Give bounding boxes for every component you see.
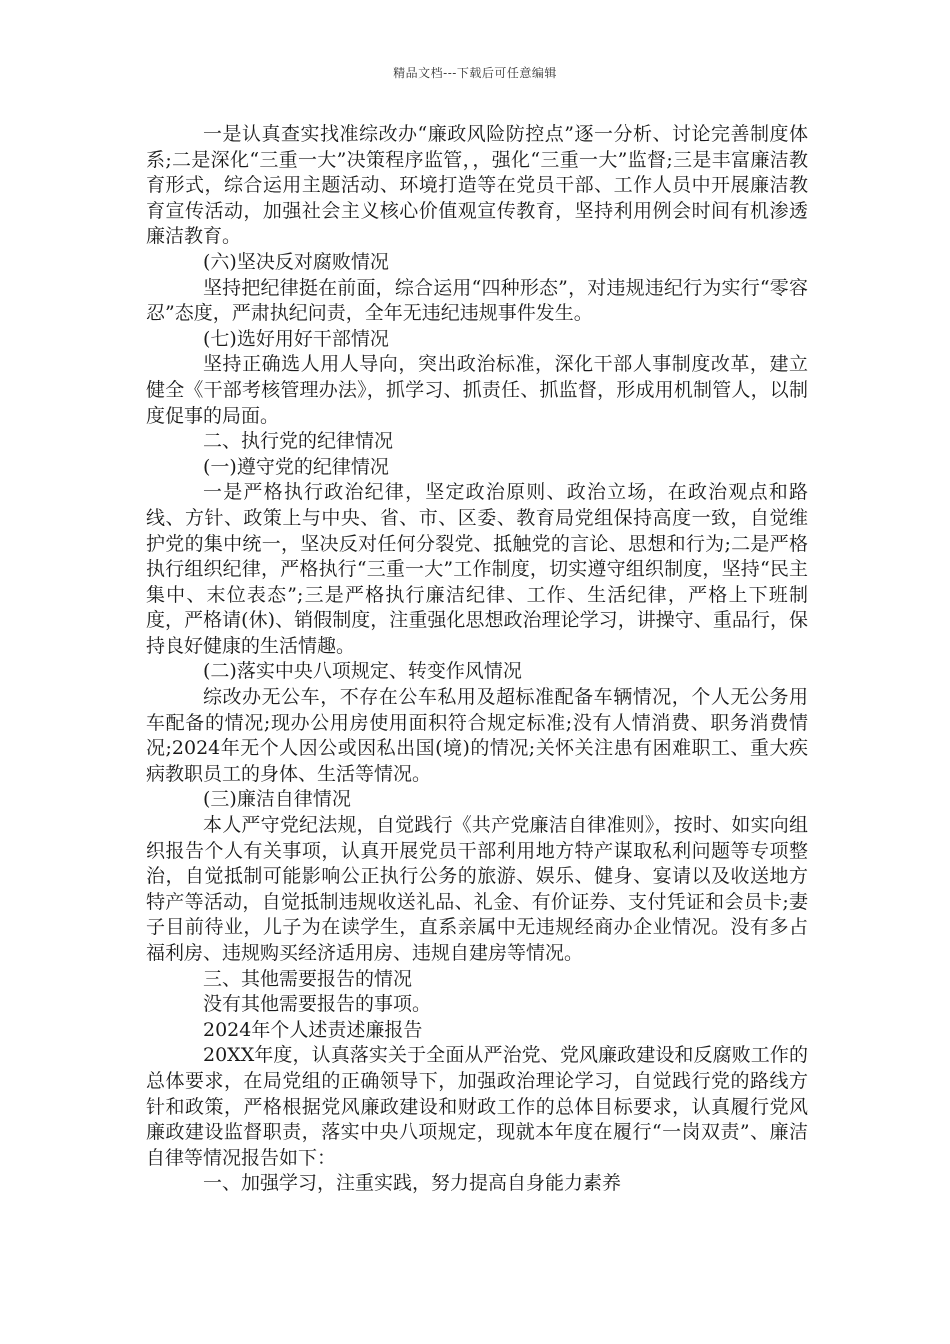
section-heading: (六)坚决反对腐败情况 xyxy=(203,250,389,273)
section-heading: 二、执行党的纪律情况 xyxy=(203,430,394,453)
section-heading: (三)廉洁自律情况 xyxy=(203,788,351,811)
page-header: 精品文档---下载后可任意编辑 xyxy=(393,66,557,80)
section-heading: (七)选好用好干部情况 xyxy=(203,327,389,350)
section-heading: 一、加强学习，注重实践，努力提高自身能力素养 xyxy=(203,1172,622,1195)
section-heading: 三、其他需要报告的情况 xyxy=(203,967,413,990)
paragraph: 一是认真查实找准综改办“廉政风险防控点”逐一分析、讨论完善制度体系;二是深化“三重一大”决策程序监管，，强化“三重一大”监督;三是丰富廉洁教育形式，综合运用主题活动、环境打造等在党员干部、工作人员中开展廉洁教育宣传活动，加强社会主义核心价值观宣传教育，坚持利用例会时间有机渗透廉洁教育。 xyxy=(146,123,808,248)
paragraph: 本人严守党纪法规，自觉践行《共产党廉洁自律准则》，按时、如实向组织报告个人有关事项，认真开展党员干部利用地方特产谋取私利问题等专项整治，自觉抵制可能影响公正执行公务的旅游、娱乐、健身、宴请以及收送地方特产等活动，自觉抵制违规收送礼品、礼金、有价证券、支付凭证和会员卡;妻子目前待业，儿子为在读学生，直系亲属中无违规经商办企业情况。没有多占福利房、违规购买经济适用房、违规自建房等情况。 xyxy=(146,814,808,964)
document-body xyxy=(146,122,808,1197)
section-heading: (二)落实中央八项规定、转变作风情况 xyxy=(203,660,522,683)
paragraph: 坚持正确选人用人导向，突出政治标准，深化干部人事制度改革，建立健全《干部考核管理办法》，抓学习、抓责任、抓监督，形成用机制管人，以制度促事的局面。 xyxy=(146,353,808,427)
paragraph: 一是严格执行政治纪律，坚定政治原则、政治立场，在政治观点和路线、方针、政策上与中央、省、市、区委、教育局党组保持高度一致，自觉维护党的集中统一，坚决反对任何分裂党、抵触党的言论、思想和行为;二是严格执行组织纪律，严格执行“三重一大”工作制度，切实遵守组织制度，坚持“民主集中、末位表态”;三是严格执行廉洁纪律、工作、生活纪律，严格上下班制度，严格请(休)、销假制度，注重强化思想政治理论学习，讲操守、重品行，保持良好健康的生活情趣。 xyxy=(146,481,808,657)
paragraph: 坚持把纪律挺在前面，综合运用“四种形态”，对违规违纪行为实行“零容忍”态度，严肃执纪问责，全年无违纪违规事件发生。 xyxy=(146,276,808,325)
section-heading: (一)遵守党的纪律情况 xyxy=(203,455,389,478)
statement-line: 没有其他需要报告的事项。 xyxy=(203,993,432,1016)
report-title: 2024年个人述责述廉报告 xyxy=(203,1018,423,1041)
paragraph: 20XX年度，认真落实关于全面从严治党、党风廉政建设和反腐败工作的总体要求，在局党组的正确领导下，加强政治理论学习，自觉践行党的路线方针和政策，严格根据党风廉政建设和财政工作的总体目标要求，认真履行党风廉政建设监督职责，落实中央八项规定，现就本年度在履行“一岗双责”、廉洁自律等情况报告如下： xyxy=(146,1044,808,1169)
paragraph: 综改办无公车，不存在公车私用及超标准配备车辆情况，个人无公务用车配备的情况;现办公用房使用面积符合规定标准;没有人情消费、职务消费情况;2024年无个人因公或因私出国(境)的情况;关怀关注患有困难职工、重大疾病教职员工的身体、生活等情况。 xyxy=(146,686,808,785)
